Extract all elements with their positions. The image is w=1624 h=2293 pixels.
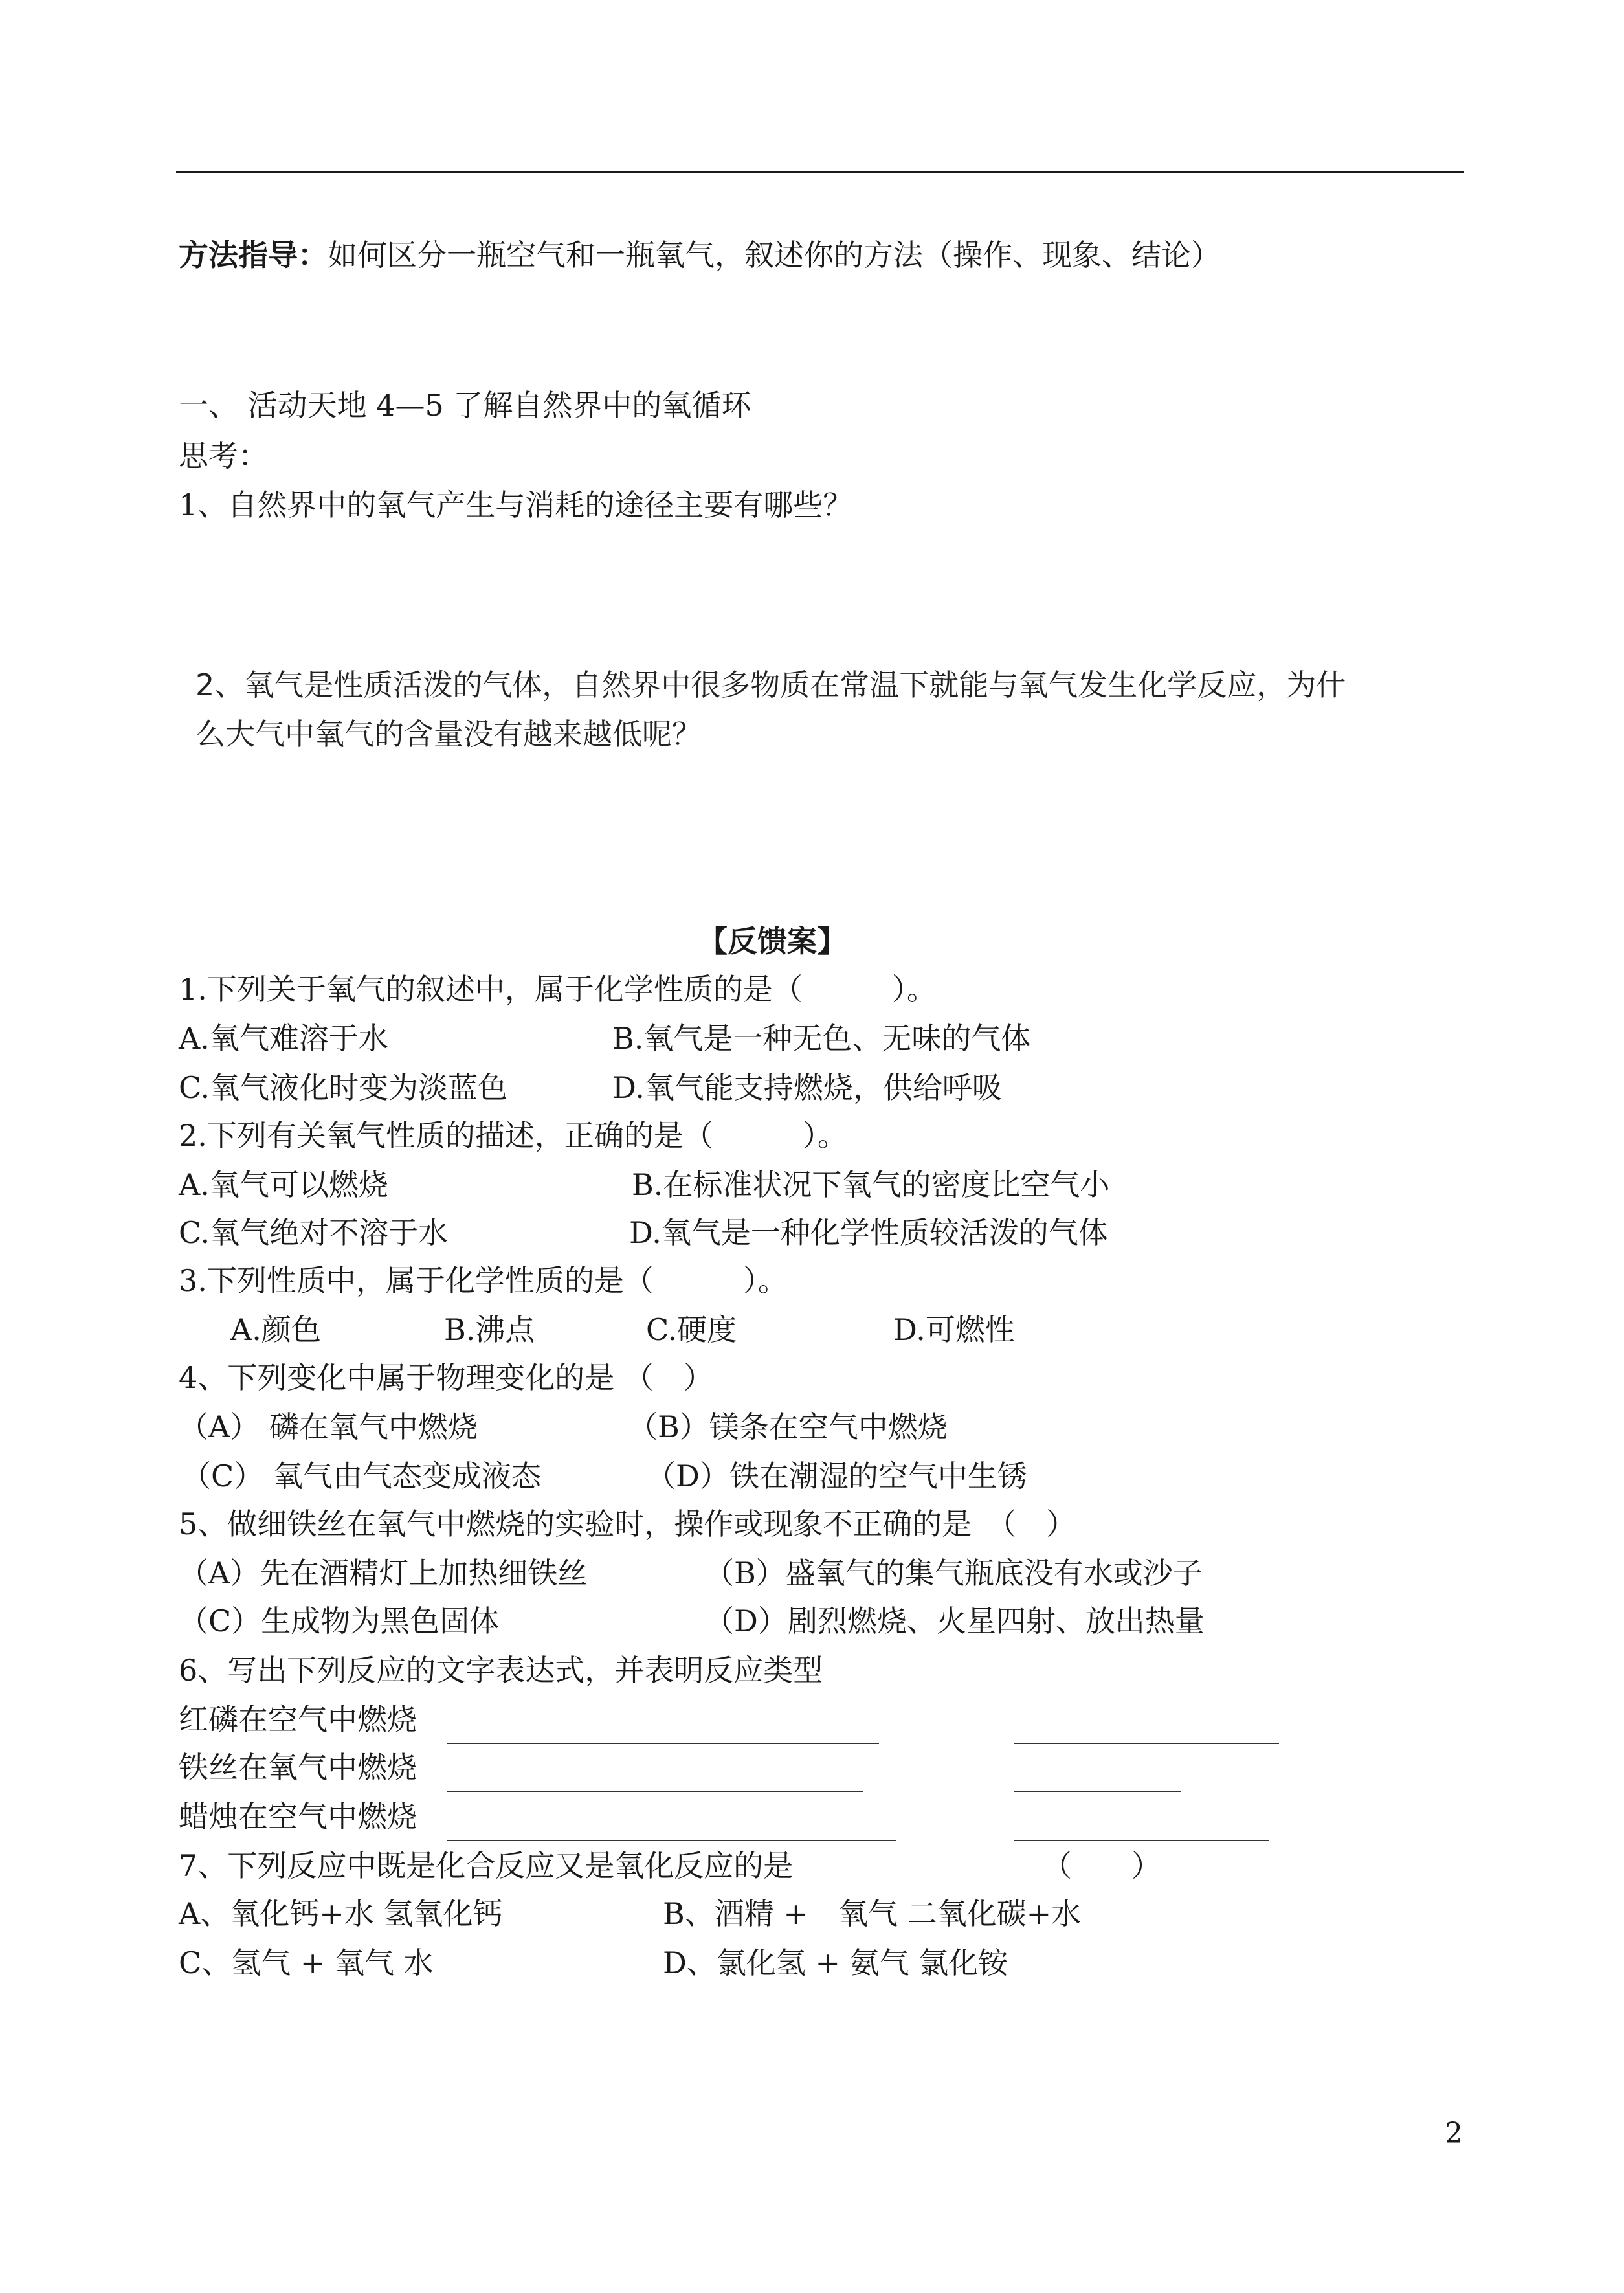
q2-stem: 2.下列有关氧气性质的描述，正确的是（ ）。 [179, 1118, 847, 1153]
q2-option-d: D.氧气是一种化学性质较活泼的气体 [629, 1215, 1108, 1250]
feedback-title: 【反馈案】 [698, 924, 847, 959]
q6-reaction-1-type-blank[interactable] [1014, 1741, 1279, 1744]
q2-option-c: C.氧气绝对不溶于水 [179, 1215, 449, 1250]
q5-option-d: （D）剧烈燃烧、火星四射、放出热量 [704, 1604, 1205, 1639]
q4-option-a: （A） 磷在氧气中燃烧 [179, 1409, 478, 1444]
q5-option-a: （A）先在酒精灯上加热细铁丝 [179, 1556, 588, 1591]
page-number: 2 [1445, 2117, 1463, 2150]
q2-option-a: A.氧气可以燃烧 [179, 1167, 388, 1202]
q3-stem: 3.下列性质中，属于化学性质的是（ ）。 [179, 1263, 788, 1298]
activity-question-2-line-2: 么大气中氧气的含量没有越来越低呢？ [195, 717, 702, 752]
q6-reaction-1: 红磷在空气中燃烧 [179, 1702, 417, 1737]
q7-option-d: D、氯化氢 + 氨气 氯化铵 [663, 1945, 1008, 1980]
method-label: 方法指导： [179, 238, 328, 273]
q6-reaction-2-type-blank[interactable] [1014, 1789, 1181, 1792]
method-guidance [179, 237, 1221, 273]
q6-stem: 6、写出下列反应的文字表达式，并表明反应类型 [179, 1653, 823, 1688]
q3-option-a: A.颜色 [230, 1312, 321, 1347]
method-text: 如何区分一瓶空气和一瓶氧气，叙述你的方法（操作、现象、结论） [328, 238, 1221, 273]
q7-option-c: C、氢气 + 氧气 水 [179, 1945, 434, 1980]
q5-option-c: （C）生成物为黑色固体 [179, 1604, 500, 1639]
q4-option-b: （B）镁条在空气中燃烧 [628, 1409, 948, 1444]
q1-option-d: D.氧气能支持燃烧，供给呼吸 [612, 1070, 1002, 1105]
q7-option-b: B、酒精 + 氧气 二氧化碳+水 [663, 1896, 1082, 1931]
q7-option-a: A、氧化钙+水 氢氧化钙 [179, 1896, 503, 1931]
q4-option-c: （C） 氧气由气态变成液态 [181, 1459, 541, 1493]
think-label: 思考： [179, 438, 268, 473]
q1-option-a: A.氧气难溶于水 [179, 1021, 388, 1056]
q5-stem: 5、做细铁丝在氧气中燃烧的实验时，操作或现象不正确的是 （ ） [179, 1506, 1076, 1541]
q6-reaction-3: 蜡烛在空气中燃烧 [179, 1799, 417, 1834]
q6-reaction-2: 铁丝在氧气中燃烧 [179, 1750, 417, 1785]
activity-question-2-line-1: 2、氧气是性质活泼的气体，自然界中很多物质在常温下就能与氧气发生化学反应，为什 [195, 667, 1346, 702]
q6-reaction-3-type-blank[interactable] [1014, 1839, 1269, 1841]
q1-option-c: C.氧气液化时变为淡蓝色 [179, 1070, 508, 1105]
q1-stem: 1.下列关于氧气的叙述中，属于化学性质的是（ ）。 [179, 972, 937, 1007]
q6-reaction-3-equation-blank[interactable] [447, 1839, 896, 1841]
q3-option-d: D.可燃性 [893, 1312, 1015, 1347]
header-rule [176, 171, 1464, 173]
q4-stem: 4、下列变化中属于物理变化的是 （ ） [179, 1360, 713, 1395]
q6-reaction-2-equation-blank[interactable] [447, 1789, 863, 1792]
q2-option-b: B.在标准状况下氧气的密度比空气小 [632, 1167, 1110, 1202]
q1-option-b: B.氧气是一种无色、无味的气体 [612, 1021, 1031, 1056]
q7-stem: 7、下列反应中既是化合反应又是氧化反应的是 [179, 1848, 794, 1883]
q6-reaction-1-equation-blank[interactable] [447, 1741, 879, 1744]
q3-option-c: C.硬度 [646, 1312, 737, 1347]
activity-question-1: 1、自然界中的氧气产生与消耗的途径主要有哪些？ [179, 487, 853, 522]
q7-answer-paren: （ ） [1042, 1848, 1161, 1883]
activity-heading: 一、 活动天地 4—5 了解自然界中的氧循环 [179, 388, 751, 423]
q5-option-b: （B）盛氧气的集气瓶底没有水或沙子 [704, 1556, 1203, 1591]
q3-option-b: B.沸点 [444, 1312, 535, 1347]
question-2-image [188, 641, 1430, 796]
q4-option-d: （D）铁在潮湿的空气中生锈 [646, 1459, 1027, 1493]
